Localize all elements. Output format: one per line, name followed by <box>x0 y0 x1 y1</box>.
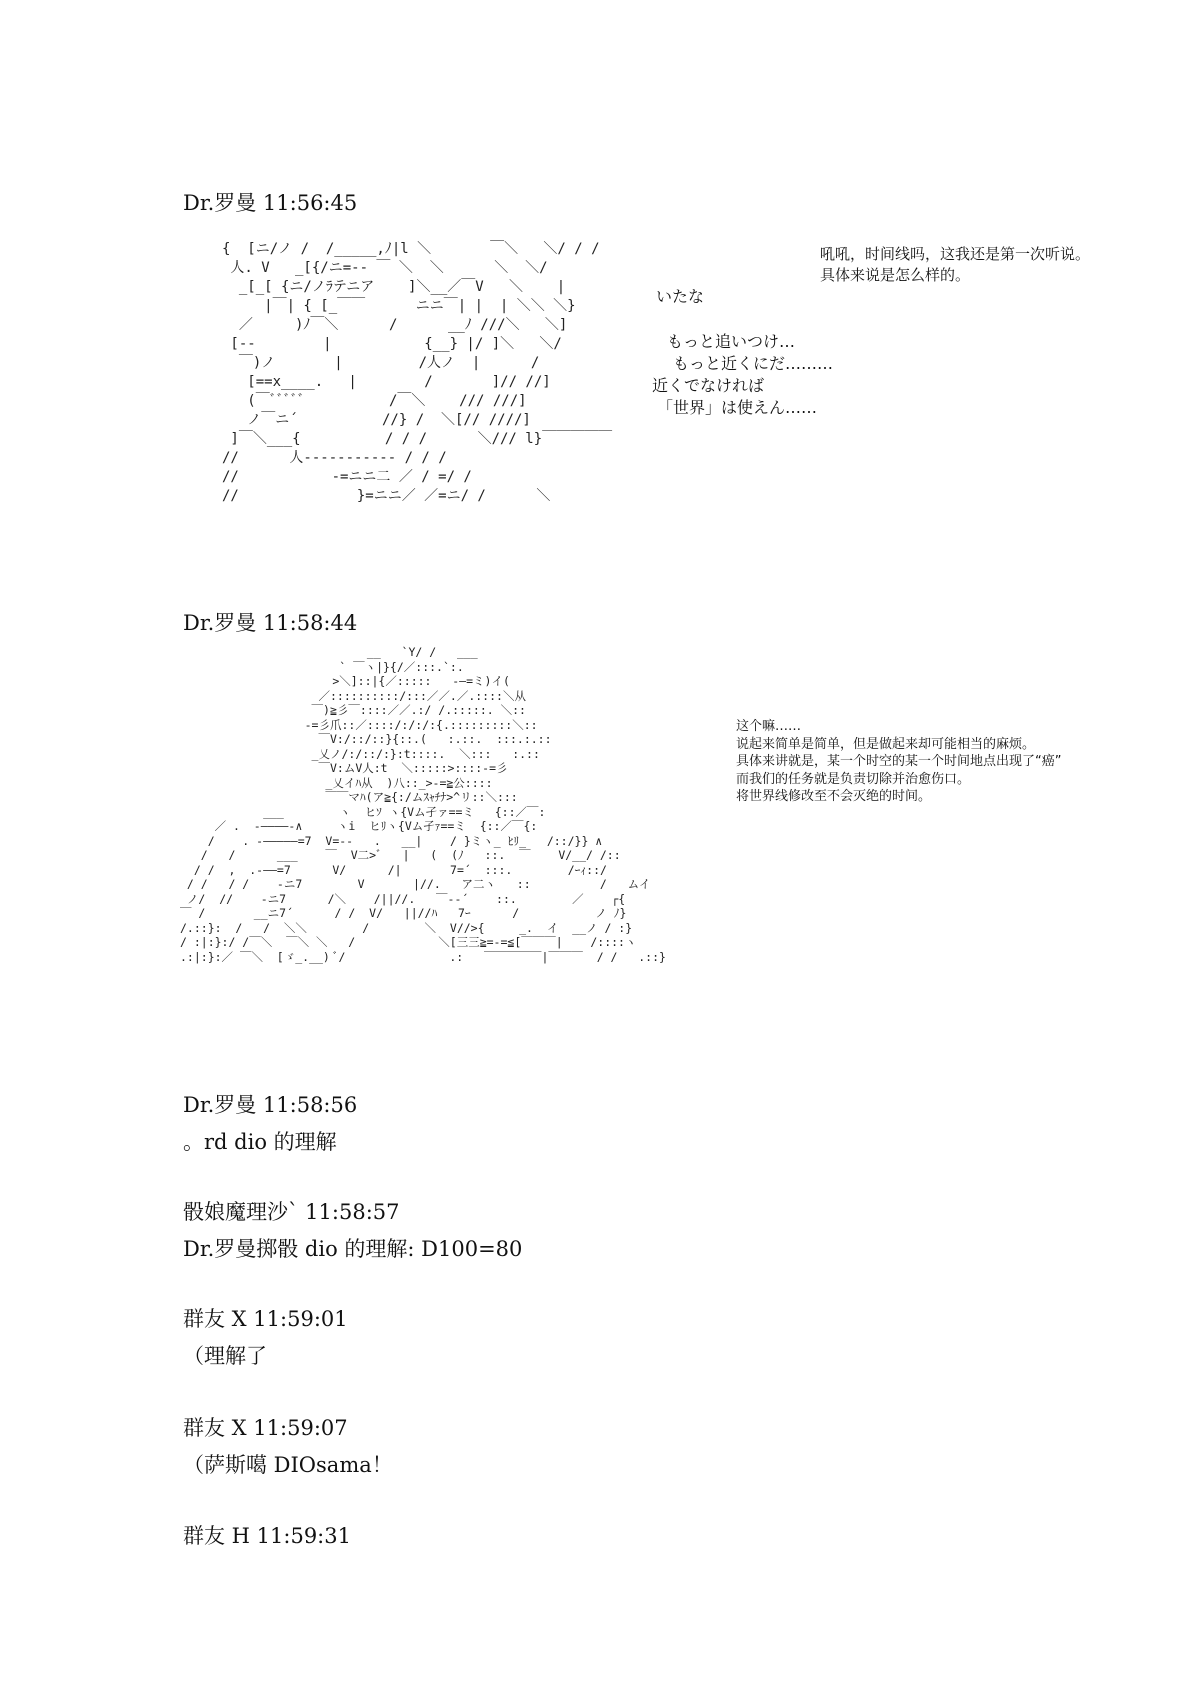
bubble-line: 这个嘛…… <box>736 719 802 734</box>
bubble-line: 具体来讲就是，某一个时空的某一个时间地点出现了“癌” <box>736 754 1062 769</box>
ascii-art-panel-2: __ `Y/ / ___ ` ￣ヽ|}{/／:::.`:. >＼]::|{／::::: -―=ミ)イ( ／::::::::::/:::／／.／.::::＼从 ￣)≧彡￣::::／／.:/ /.:::::. ＼:: -=彡爪::／::::/:/:/:{.:::::::::＼:: ￣V:/::/::}{::.( :.::. :::.:.:: _乂ノ/:/::/:}:t::::. ＼::: :.:: ￣V:ムV人:t ＼:::::>::::-=彡 _乂イﾊ从 )八::_>-=≧公:::: ￣￣マﾊ(ア≧{:/ムｽｬﾁﾅ>^リ::＼::: ___ ヽ ヒｿ ヽ{Vム孑ァ==ミ {::／￣: ／ . -――――-∧ ヽi ヒﾘヽ{Vム孑ｧ==ミ {::／￣{: / . -―――――=7 V=-- . __| / }ミヽ_ ﾋﾘ_ /::/}} ∧ / / ___ ￣ V二>ﾞ | ( (ﾉ ::. ￣ V/__/ /:: / / , .-――=7 V/ /| 7=´ :::. /ｰｨ::/ / / / / -ニ7 V |//. ア二ヽ :: / ムイ ノ/ // -ニ7 /＼ /||//. ￣‐‐´ ::. ／ ┌{ ￣ / __ニ7´ / / V/ ||//ﾊ 7ｰ / ノ ﾉ} /.::}: / / ＼＼ / ＼ V//>{ _. イ __ノ / :} / :|:}:/ /￣＼ ￣＼ ＼ / ＼[三三≧=-=≦[￣￣￣| /::::ヽ .:|:}:／ ￣＼ [ゞ_.__) ﾞ/ .: ￣￣￣￣￣|￣￣￣ / / .::} <box>180 645 666 964</box>
ascii-art-panel-1: { [ニ/ノ / /_____,ﾉ|l ＼ ￣＼ ＼/ / / 人. V _[{/ニ=-- ￣ ＼ ＼ ＼ ＼/ _[_[ {ニ/ノﾗテニア ]＼__／￣V ＼ | |￣| { [_￣￣ ニニ￣| | | ＼＼ ＼} ／ )ﾉ￣＼ / __ﾉ ///＼ ＼] [-- | {__} |/ ]＼ ＼/ ￣)ノ | /人ノ | / [==x____. | / ]// //] (￣ﾞﾞﾞﾞﾞ /￣＼ /// ///] ノ￣ニ´ //} / ＼[// ////] ]￣＼___{ / / / ＼/// l}￣￣￣￣￣ // 人----------- / / / // -=ニニ二 ／ / =/ / // }=ニニ／ ／=ニ/ / ＼ <box>222 241 613 504</box>
message-text: （萨斯噶 DIOsama！ <box>183 1453 393 1477</box>
bubble-line: 将世界线修改至不会灭绝的时间。 <box>736 789 932 804</box>
message-header: 群友 X 11:59:01 <box>183 1307 348 1331</box>
speech-bubble-2 <box>736 718 1061 806</box>
message-header: Dr.罗曼 11:56:45 <box>183 191 358 215</box>
message-text: 。rd dio 的理解 <box>183 1130 337 1154</box>
message-header: 骰娘魔理沙` 11:58:57 <box>183 1200 400 1224</box>
message-header: 群友 X 11:59:07 <box>183 1416 348 1440</box>
message-text: Dr.罗曼掷骰 dio 的理解: D100=80 <box>183 1237 523 1261</box>
message-header: Dr.罗曼 11:58:56 <box>183 1093 358 1117</box>
art-speech-line: 近くでなければ <box>652 376 765 395</box>
message-header: Dr.罗曼 11:58:44 <box>183 611 358 635</box>
art-speech-line: 「世界」は使えん…… <box>657 398 818 417</box>
bubble-line: 说起来简单是简单，但是做起来却可能相当的麻烦。 <box>736 736 1036 752</box>
bubble-line: 具体来说是怎么样的。 <box>820 266 971 284</box>
art-speech-line: もっと近くにだ……… <box>673 354 834 373</box>
art-speech-line: いたな <box>656 287 705 306</box>
bubble-line: 吼吼，时间线吗，这我还是第一次听说。 <box>820 245 1091 263</box>
bubble-line: 而我们的任务就是负责切除并治愈伤口。 <box>736 771 971 787</box>
art-speech-line: もっと追いつけ… <box>667 332 796 351</box>
message-header: 群友 H 11:59:31 <box>183 1524 351 1548</box>
message-text: （理解了 <box>183 1344 267 1368</box>
speech-bubble-1 <box>820 244 1090 286</box>
